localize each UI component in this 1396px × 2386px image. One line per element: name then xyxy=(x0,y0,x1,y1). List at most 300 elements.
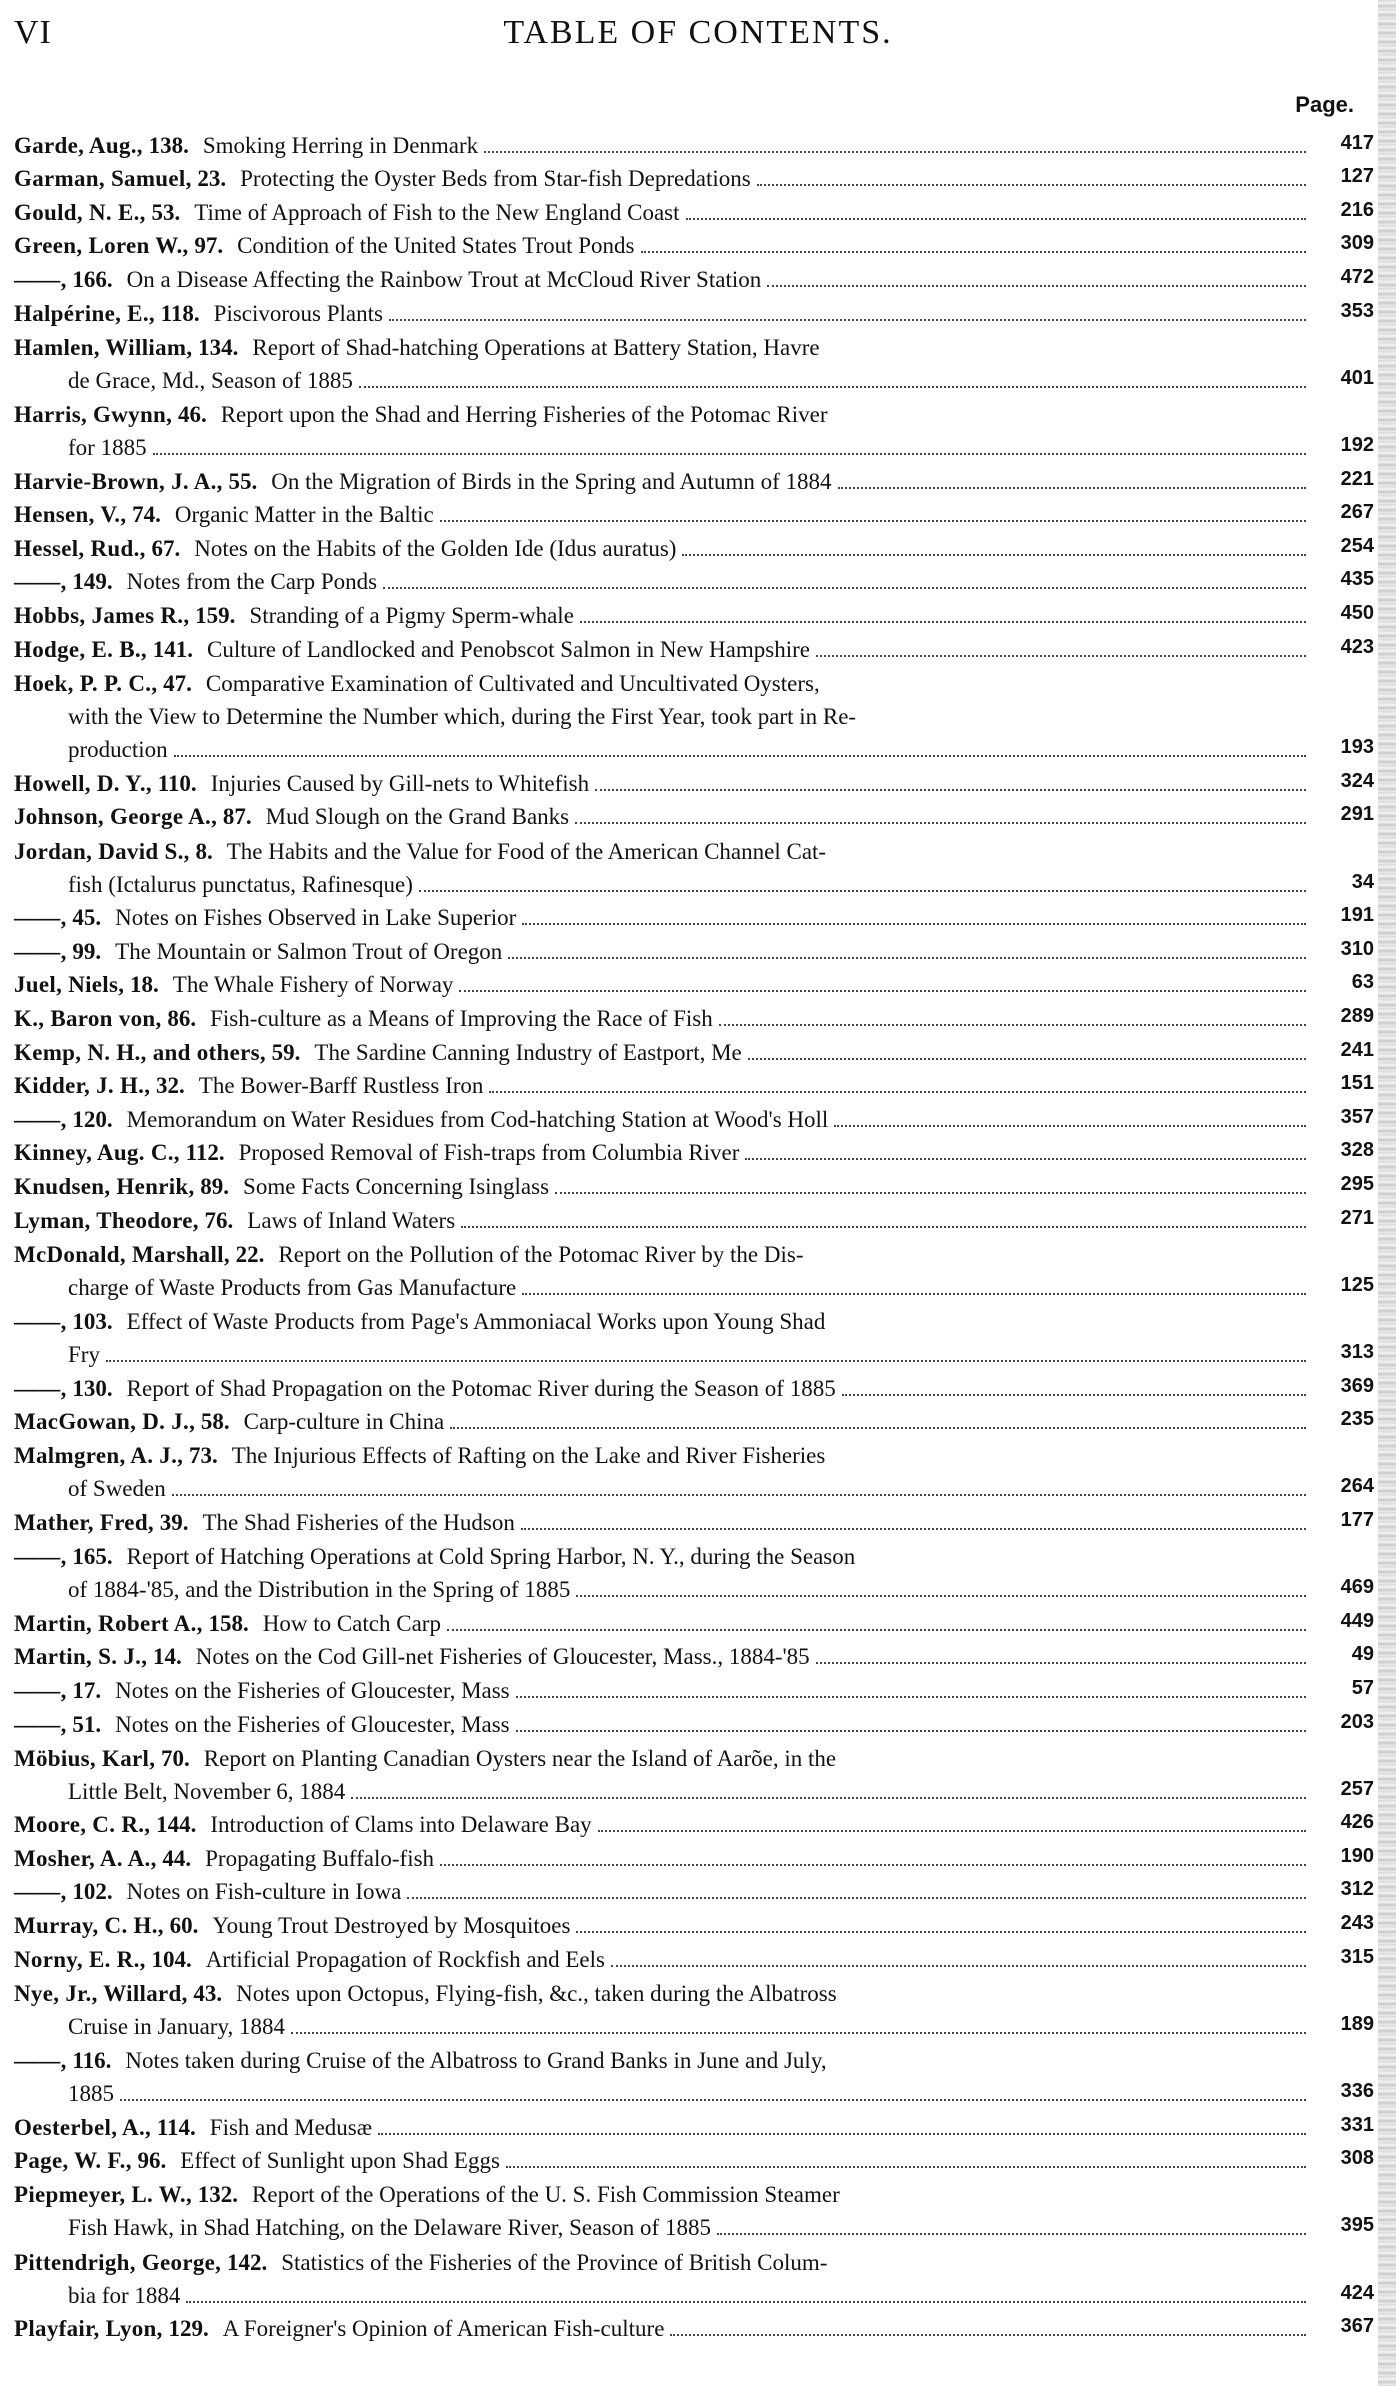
toc-entry-line xyxy=(14,196,1312,229)
toc-entry-line xyxy=(14,2211,1312,2244)
toc-page-number: 295 xyxy=(1340,1173,1374,1196)
toc-entry-body xyxy=(14,196,1312,229)
toc-entry-body xyxy=(14,1405,1312,1438)
toc-author: ——, xyxy=(14,1375,67,1401)
toc-title-text: Notes on the Fisheries of Gloucester, Mass xyxy=(115,1677,510,1703)
toc-page-number: 177 xyxy=(1340,1508,1374,1531)
toc-article-number: 87. xyxy=(222,804,252,830)
toc-entry xyxy=(0,531,1396,565)
toc-article-number: 55. xyxy=(228,468,258,494)
toc-page-number: 309 xyxy=(1340,232,1374,255)
toc-entry-line xyxy=(14,162,1312,195)
toc-entry-body xyxy=(14,1909,1312,1942)
toc-entry-body xyxy=(14,2144,1312,2177)
toc-entry-line xyxy=(14,1842,1312,1875)
toc-entry-line xyxy=(14,1506,1312,1539)
toc-entry xyxy=(0,1539,1396,1606)
toc-dot-leader xyxy=(450,1427,1306,1429)
toc-entry-body xyxy=(14,667,1312,766)
toc-entry-body xyxy=(14,935,1312,968)
toc-article-number: 144. xyxy=(156,1812,197,1838)
toc-entry-line xyxy=(14,2312,1312,2345)
toc-entry xyxy=(0,666,1396,767)
toc-author: Nye, Jr., Willard, xyxy=(14,1980,188,2006)
toc-article-number: 118. xyxy=(160,300,200,326)
toc-page-number: 257 xyxy=(1340,1777,1374,1800)
toc-title-text: Notes from the Carp Ponds xyxy=(126,569,378,595)
toc-dot-leader xyxy=(522,923,1306,925)
toc-entry-line xyxy=(14,1472,1312,1505)
toc-dot-leader xyxy=(383,587,1306,589)
toc-article-number: 120. xyxy=(72,1106,113,1132)
toc-dot-leader xyxy=(748,1058,1306,1060)
toc-author: ——, xyxy=(14,1879,67,1905)
toc-author: Green, Loren W., xyxy=(14,233,189,259)
toc-title-text: Laws of Inland Waters xyxy=(247,1207,456,1233)
toc-page-number: 449 xyxy=(1340,1609,1374,1632)
toc-entry-body xyxy=(14,498,1312,531)
toc-entry-line xyxy=(14,1808,1312,1841)
toc-dot-leader xyxy=(834,1125,1306,1127)
toc-dot-leader xyxy=(745,1158,1306,1160)
toc-page-number: 315 xyxy=(1340,1945,1374,1968)
toc-title-text: charge of Waste Products from Gas Manufacture xyxy=(68,1274,517,1300)
toc-title-text: Notes on Fish-culture in Iowa xyxy=(126,1879,402,1905)
toc-entry-body xyxy=(14,1943,1312,1976)
toc-entry-line xyxy=(14,1103,1312,1136)
toc-article-number: 32. xyxy=(156,1073,185,1099)
toc-page-number: 328 xyxy=(1340,1139,1374,1162)
toc-author: Pittendrigh, George, xyxy=(14,2249,222,2275)
toc-author: Murray, C. H., xyxy=(14,1913,164,1939)
toc-entry xyxy=(0,2244,1396,2311)
toc-author: Hessel, Rud., xyxy=(14,535,146,561)
toc-entry-line xyxy=(14,1607,1312,1640)
toc-entry-line xyxy=(14,667,1312,700)
toc-entry xyxy=(0,498,1396,532)
toc-entry-line xyxy=(14,1540,1312,1573)
toc-article-number: 73. xyxy=(188,1443,218,1469)
toc-article-number: 70. xyxy=(161,1745,190,1771)
toc-page-number: 127 xyxy=(1340,165,1374,188)
toc-page-number: 424 xyxy=(1340,2281,1374,2304)
toc-title-text: Notes on the Cod Gill-net Fisheries of Gloucester, Mass., 1884-'85 xyxy=(195,1644,810,1670)
toc-entry-body xyxy=(14,1136,1312,1169)
toc-title-text: with the View to Determine the Number which, during the First Year, took part in Re- xyxy=(68,704,857,730)
toc-entry-line xyxy=(14,465,1312,498)
toc-dot-leader xyxy=(153,453,1306,455)
toc-author: ——, xyxy=(14,569,67,595)
toc-article-number: 134. xyxy=(198,334,239,360)
toc-entry xyxy=(0,1741,1396,1808)
toc-page-number: 324 xyxy=(1340,769,1374,792)
toc-dot-leader xyxy=(757,184,1306,186)
page-title: TABLE OF CONTENTS. xyxy=(503,14,893,51)
toc-entry xyxy=(0,1640,1396,1674)
toc-entry-line xyxy=(14,565,1312,598)
toc-entry xyxy=(0,1304,1396,1371)
toc-entry-line xyxy=(14,1674,1312,1707)
toc-page-number: 369 xyxy=(1340,1374,1374,1397)
toc-entry xyxy=(0,1438,1396,1505)
toc-dot-leader xyxy=(575,822,1306,824)
toc-entry-line xyxy=(14,1708,1312,1741)
toc-entry-body xyxy=(14,229,1312,262)
toc-entry xyxy=(0,1875,1396,1909)
toc-dot-leader xyxy=(595,789,1306,791)
toc-entry-line xyxy=(14,1875,1312,1908)
toc-entry-line xyxy=(14,767,1312,800)
toc-title-text: Report of Hatching Operations at Cold Spring Harbor, N. Y., during the Season xyxy=(126,1544,856,1570)
toc-dot-leader xyxy=(516,1696,1306,1698)
toc-article-number: 97. xyxy=(194,233,224,259)
toc-page-number: 235 xyxy=(1340,1408,1374,1431)
toc-entry-line xyxy=(14,700,1312,733)
toc-dot-leader xyxy=(842,1394,1306,1396)
toc-entry-line xyxy=(14,2044,1312,2077)
toc-entry-line xyxy=(14,1069,1312,1102)
toc-entry-body xyxy=(14,1875,1312,1908)
toc-dot-leader xyxy=(670,2334,1306,2336)
toc-entry xyxy=(0,1203,1396,1237)
toc-entry-line xyxy=(14,1573,1312,1606)
toc-entry-body xyxy=(14,1607,1312,1640)
toc-author: K., Baron von, xyxy=(14,1006,162,1032)
toc-dot-leader xyxy=(351,1797,1306,1799)
toc-entry-line xyxy=(14,1977,1312,2010)
toc-entry-body xyxy=(14,1540,1312,1606)
toc-entry-line xyxy=(14,2246,1312,2279)
toc-title-text: Young Trout Destroyed by Mosquitoes xyxy=(212,1913,571,1939)
toc-author: Hamlen, William, xyxy=(14,334,193,360)
toc-page-number: 191 xyxy=(1340,904,1374,927)
toc-author: Harris, Gwynn, xyxy=(14,401,173,427)
toc-article-number: 89. xyxy=(200,1174,230,1200)
toc-dot-leader xyxy=(598,1830,1306,1832)
toc-entry xyxy=(0,1237,1396,1304)
toc-entry xyxy=(0,397,1396,464)
toc-author: Mather, Fred, xyxy=(14,1509,154,1535)
toc-author: ——, xyxy=(14,1544,67,1570)
toc-page-number: 426 xyxy=(1340,1811,1374,1834)
toc-entry-body xyxy=(14,465,1312,498)
toc-page-number: 469 xyxy=(1340,1576,1374,1599)
toc-article-number: 99. xyxy=(72,938,102,964)
toc-dot-leader xyxy=(484,151,1306,153)
toc-author: Gould, N. E., xyxy=(14,199,146,225)
toc-author: ——, xyxy=(14,905,67,931)
toc-page-number: 151 xyxy=(1340,1072,1374,1095)
toc-article-number: 114. xyxy=(156,2114,196,2140)
toc-title-text: Notes upon Octopus, Flying-fish, &c., taken during the Albatross xyxy=(236,1980,837,2006)
toc-entry-line xyxy=(14,835,1312,868)
toc-title-text: for 1885 xyxy=(68,434,147,460)
toc-entry-body xyxy=(14,398,1312,464)
toc-title-text: The Injurious Effects of Rafting on the Lake and River Fisheries xyxy=(231,1443,826,1469)
toc-page-number: 313 xyxy=(1340,1340,1374,1363)
toc-entry-line xyxy=(14,1036,1312,1069)
toc-entry xyxy=(0,2177,1396,2244)
toc-entry xyxy=(0,766,1396,800)
toc-entry-line xyxy=(14,935,1312,968)
toc-title-text: of 1884-'85, and the Distribution in the Spring of 1885 xyxy=(68,1577,571,1603)
toc-title-text: How to Catch Carp xyxy=(262,1610,441,1636)
toc-author: Piepmeyer, L. W., xyxy=(14,2182,193,2208)
toc-entry-body xyxy=(14,633,1312,666)
toc-entry xyxy=(0,800,1396,834)
toc-article-number: 104. xyxy=(151,1946,192,1972)
toc-entry-line xyxy=(14,532,1312,565)
toc-entry-line xyxy=(14,431,1312,464)
toc-title-text: Mud Slough on the Grand Banks xyxy=(265,804,570,830)
toc-author: Malmgren, A. J., xyxy=(14,1443,184,1469)
toc-dot-leader xyxy=(389,319,1306,321)
toc-entry-body xyxy=(14,2111,1312,2144)
toc-entry-line xyxy=(14,498,1312,531)
toc-entry-line xyxy=(14,1775,1312,1808)
toc-author: ——, xyxy=(14,1677,67,1703)
toc-page-number: 267 xyxy=(1340,501,1374,524)
toc-dot-leader xyxy=(838,487,1307,489)
toc-entry-body xyxy=(14,129,1312,162)
toc-author: Möbius, Karl, xyxy=(14,1745,156,1771)
toc-author: Halpérine, E., xyxy=(14,300,155,326)
toc-page-number: 395 xyxy=(1340,2214,1374,2237)
toc-title-text: Injuries Caused by Gill-nets to Whitefish xyxy=(210,770,590,796)
toc-dot-leader xyxy=(611,1965,1306,1967)
toc-title-text: fish (Ictalurus punctatus, Rafinesque) xyxy=(68,871,413,897)
toc-page-number: 472 xyxy=(1340,265,1374,288)
toc-dot-leader xyxy=(816,1662,1306,1664)
toc-article-number: 142. xyxy=(226,2249,268,2275)
toc-entry xyxy=(0,1136,1396,1170)
toc-article-number: 132. xyxy=(197,2182,239,2208)
toc-title-text: of Sweden xyxy=(68,1476,166,1502)
toc-article-number: 23. xyxy=(197,166,227,192)
toc-article-number: 165. xyxy=(72,1544,113,1570)
toc-dot-leader xyxy=(767,285,1306,287)
toc-entry-body xyxy=(14,835,1312,901)
toc-title-text: Fish-culture as a Means of Improving the Race of Fish xyxy=(210,1006,713,1032)
toc-page-number: 357 xyxy=(1340,1105,1374,1128)
toc-article-number: 129. xyxy=(168,2316,209,2342)
toc-entry-body xyxy=(14,1103,1312,1136)
toc-page-number: 193 xyxy=(1340,736,1374,759)
toc-page-number: 63 xyxy=(1351,971,1374,994)
toc-entry xyxy=(0,1035,1396,1069)
toc-article-number: 58. xyxy=(200,1409,230,1435)
toc-entry-body xyxy=(14,297,1312,330)
toc-page-number: 190 xyxy=(1340,1844,1374,1867)
toc-page-number: 34 xyxy=(1351,870,1374,893)
toc-article-number: 76. xyxy=(204,1207,234,1233)
toc-dot-leader xyxy=(186,2301,1306,2303)
toc-page-number: 291 xyxy=(1340,803,1374,826)
toc-entry-body xyxy=(14,1204,1312,1237)
toc-entry-line xyxy=(14,1943,1312,1976)
toc-article-number: 44. xyxy=(162,1845,192,1871)
toc-entry-line xyxy=(14,1271,1312,1304)
toc-entry-body xyxy=(14,1069,1312,1102)
toc-entry-line xyxy=(14,1742,1312,1775)
toc-entry xyxy=(0,1001,1396,1035)
toc-entry-line xyxy=(14,2279,1312,2312)
toc-author: Howell, D. Y., xyxy=(14,770,152,796)
toc-entry xyxy=(0,1942,1396,1976)
page-header xyxy=(0,10,1396,60)
toc-dot-leader xyxy=(686,218,1306,220)
toc-page-number: 221 xyxy=(1340,467,1374,490)
toc-dot-leader xyxy=(106,1360,1306,1362)
toc-article-number: 166. xyxy=(72,266,113,292)
toc-title-text: Piscivorous Plants xyxy=(213,300,383,326)
toc-entry-body xyxy=(14,1036,1312,1069)
toc-entry xyxy=(0,1102,1396,1136)
toc-title-text: The Habits and the Value for Food of the American Channel Cat- xyxy=(226,838,827,864)
toc-title-text: Cruise in January, 1884 xyxy=(68,2013,285,2039)
toc-title-text: Proposed Removal of Fish-traps from Columbia River xyxy=(238,1140,740,1166)
toc-title-text: Smoking Herring in Denmark xyxy=(202,132,479,158)
toc-title-text: Time of Approach of Fish to the New England Coast xyxy=(194,199,680,225)
toc-entry-body xyxy=(14,1170,1312,1203)
toc-entry xyxy=(0,934,1396,968)
toc-author: Martin, Robert A., xyxy=(14,1610,203,1636)
toc-entry-line xyxy=(14,1305,1312,1338)
toc-entry-line xyxy=(14,331,1312,364)
toc-page-number: 264 xyxy=(1340,1475,1374,1498)
toc-entry-line xyxy=(14,1640,1312,1673)
toc-entry xyxy=(0,565,1396,599)
toc-dot-leader xyxy=(174,755,1306,757)
toc-title-text: Culture of Landlocked and Penobscot Salmon in New Hampshire xyxy=(206,636,810,662)
toc-dot-leader xyxy=(717,2233,1306,2235)
toc-title-text: Carp-culture in China xyxy=(243,1409,445,1435)
toc-title-text: The Sardine Canning Industry of Eastport, Me xyxy=(314,1039,742,1065)
toc-article-number: 159. xyxy=(195,602,236,628)
toc-title-text: Report of Shad-hatching Operations at Battery Station, Havre xyxy=(252,334,820,360)
toc-title-text: de Grace, Md., Season of 1885 xyxy=(68,367,353,393)
toc-entry xyxy=(0,296,1396,330)
toc-article-number: 43. xyxy=(193,1980,223,2006)
toc-entry xyxy=(0,162,1396,196)
toc-author: Kinney, Aug. C., xyxy=(14,1140,180,1166)
toc-title-text: Propagating Buffalo-fish xyxy=(205,1845,435,1871)
toc-title-text: 1885 xyxy=(68,2081,114,2107)
toc-title-text: Notes on Fishes Observed in Lake Superior xyxy=(115,905,517,931)
toc-article-number: 22. xyxy=(235,1241,265,1267)
toc-page-number: 336 xyxy=(1340,2080,1374,2103)
toc-entry-body xyxy=(14,800,1312,833)
toc-page-number: 353 xyxy=(1340,299,1374,322)
toc-dot-leader xyxy=(461,1226,1306,1228)
toc-page-number: 49 xyxy=(1351,1643,1374,1666)
toc-title-text: Organic Matter in the Baltic xyxy=(174,502,434,528)
toc-author: Johnson, George A., xyxy=(14,804,218,830)
toc-article-number: 116. xyxy=(72,2048,112,2074)
toc-entry-body xyxy=(14,331,1312,397)
toc-dot-leader xyxy=(489,1091,1306,1093)
toc-author: ——, xyxy=(14,2048,67,2074)
toc-entry xyxy=(0,2144,1396,2178)
toc-entry-body xyxy=(14,2246,1312,2312)
toc-author: ——, xyxy=(14,938,67,964)
toc-entry-line xyxy=(14,229,1312,262)
toc-dot-leader xyxy=(580,621,1306,623)
toc-author: Moore, C. R., xyxy=(14,1812,151,1838)
toc-page-number: 125 xyxy=(1340,1273,1374,1296)
toc-page-number: 435 xyxy=(1340,568,1374,591)
toc-entry-body xyxy=(14,1977,1312,2043)
toc-article-number: 18. xyxy=(130,972,159,998)
toc-entry xyxy=(0,1069,1396,1103)
toc-entry-line xyxy=(14,129,1312,162)
toc-title-text: Protecting the Oyster Beds from Star-fish Depredations xyxy=(240,166,751,192)
toc-title-text: A Foreigner's Opinion of American Fish-culture xyxy=(222,2316,665,2342)
toc-article-number: 53. xyxy=(151,199,181,225)
toc-page-number: 216 xyxy=(1340,198,1374,221)
toc-entry xyxy=(0,968,1396,1002)
toc-entry-line xyxy=(14,599,1312,632)
toc-entry-body xyxy=(14,1372,1312,1405)
toc-article-number: 8. xyxy=(195,838,213,864)
toc-page-number: 189 xyxy=(1340,2012,1374,2035)
toc-entry-line xyxy=(14,901,1312,934)
toc-entry xyxy=(0,229,1396,263)
toc-title-text: The Mountain or Salmon Trout of Oregon xyxy=(115,938,503,964)
toc-article-number: 138. xyxy=(148,132,189,158)
toc-dot-leader xyxy=(522,1293,1306,1295)
toc-dot-leader xyxy=(508,957,1306,959)
toc-entry-line xyxy=(14,1136,1312,1169)
toc-entry-body xyxy=(14,1640,1312,1673)
toc-entry-line xyxy=(14,2077,1312,2110)
toc-title-text: Comparative Examination of Cultivated and Uncultivated Oysters, xyxy=(205,671,820,697)
toc-author: Playfair, Lyon, xyxy=(14,2316,163,2342)
toc-entry xyxy=(0,1841,1396,1875)
toc-entry-body xyxy=(14,1742,1312,1808)
toc-page-number: 243 xyxy=(1340,1912,1374,1935)
toc-author: Kidder, J. H., xyxy=(14,1073,151,1099)
toc-title-text: Notes on the Habits of the Golden Ide (Idus auratus) xyxy=(194,535,677,561)
toc-title-text: Introduction of Clams into Delaware Bay xyxy=(210,1812,592,1838)
toc-entry-body xyxy=(14,1439,1312,1505)
toc-author: Garman, Samuel, xyxy=(14,166,192,192)
toc-title-text: Memorandum on Water Residues from Cod-hatching Station at Wood's Holl xyxy=(126,1106,829,1132)
toc-title-text: Some Facts Concerning Isinglass xyxy=(243,1174,550,1200)
toc-author: Harvie-Brown, J. A., xyxy=(14,468,223,494)
toc-title-text: On a Disease Affecting the Rainbow Trout at McCloud River Station xyxy=(126,266,762,292)
toc-author: Juel, Niels, xyxy=(14,972,125,998)
toc-entry xyxy=(0,1405,1396,1439)
toc-entry-body xyxy=(14,565,1312,598)
toc-article-number: 96. xyxy=(137,2148,167,2174)
toc-author: Oesterbel, A., xyxy=(14,2114,152,2140)
toc-dot-leader xyxy=(447,1629,1306,1631)
toc-dot-leader xyxy=(506,2166,1306,2168)
toc-title-text: The Shad Fisheries of the Hudson xyxy=(202,1509,515,1535)
toc-dot-leader xyxy=(359,386,1306,388)
toc-entry xyxy=(0,128,1396,162)
toc-entry-body xyxy=(14,1238,1312,1304)
toc-entry-line xyxy=(14,733,1312,766)
toc-entry-line xyxy=(14,633,1312,666)
toc-title-text: production xyxy=(68,737,168,763)
toc-title-text: Report upon the Shad and Herring Fisheries of the Potomac River xyxy=(220,401,828,427)
toc-entry-body xyxy=(14,2178,1312,2244)
toc-entry xyxy=(0,1169,1396,1203)
toc-entry-line xyxy=(14,2178,1312,2211)
toc-page-number: 312 xyxy=(1340,1878,1374,1901)
